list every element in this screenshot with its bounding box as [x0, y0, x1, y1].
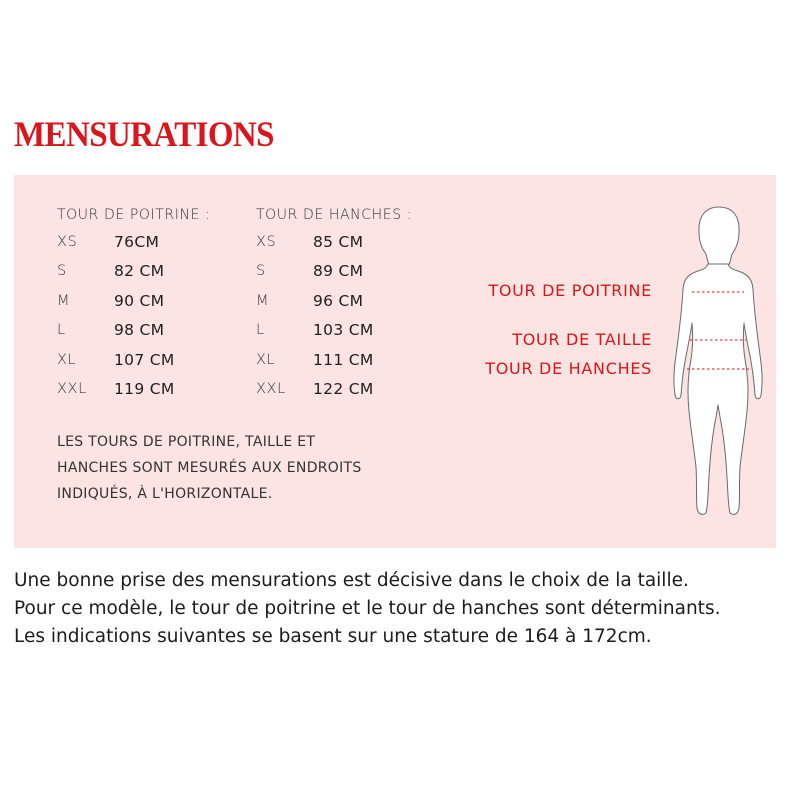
note-line: LES TOURS DE POITRINE, TAILLE ET: [57, 434, 316, 450]
hips-label: TOUR DE HANCHES: [485, 359, 652, 378]
info-line: Une bonne prise des mensurations est décisive dans le choix de la taille.: [14, 570, 689, 591]
measurement-value: 96 CM: [313, 291, 364, 310]
table-row: [57, 228, 210, 257]
size-label: XL: [57, 351, 77, 368]
size-label: S: [256, 263, 266, 280]
info-line: Les indications suivantes se basent sur une stature de 164 à 172cm.: [14, 626, 652, 647]
table-row: [256, 346, 412, 375]
table-row: [57, 346, 210, 375]
measurement-value: 90 CM: [114, 291, 165, 310]
table-row: [256, 287, 412, 316]
table-row: [57, 287, 210, 316]
size-label: M: [256, 292, 270, 309]
chest-size-table: [57, 202, 210, 404]
measurements-panel: [14, 175, 776, 548]
size-label: L: [57, 322, 66, 339]
measurement-value: 107 CM: [114, 350, 175, 369]
waist-label: TOUR DE TAILLE: [512, 330, 652, 349]
size-label: XS: [256, 234, 277, 250]
measurement-value: 85 CM: [313, 233, 364, 251]
table-row: [256, 228, 412, 257]
measurement-value: 98 CM: [114, 321, 165, 340]
measurement-value: 89 CM: [313, 262, 364, 281]
measurement-value: 119 CM: [114, 379, 175, 398]
size-guide-info: [14, 567, 720, 651]
size-label: XXL: [256, 380, 286, 397]
hips-table-header: TOUR DE HANCHES :: [256, 207, 413, 223]
measurement-value: 103 CM: [313, 321, 374, 340]
note-line: INDIQUÉS, À L'HORIZONTALE.: [57, 486, 273, 502]
measurement-value: 82 CM: [114, 262, 165, 281]
measurement-note: [57, 429, 362, 507]
note-line: HANCHES SONT MESURÉS AUX ENDROITS: [57, 460, 362, 476]
table-row: [256, 316, 412, 345]
table-row: [57, 375, 210, 404]
body-silhouette-icon: [662, 205, 772, 525]
info-line: Pour ce modèle, le tour de poitrine et le tour de hanches sont déterminants.: [14, 598, 721, 619]
size-label: M: [57, 292, 71, 309]
chest-table-header: TOUR DE POITRINE :: [57, 207, 211, 223]
page-title: MENSURATIONS: [14, 115, 274, 155]
size-label: XS: [57, 234, 78, 250]
hips-size-table: [256, 202, 412, 404]
table-row: [256, 257, 412, 286]
table-row: [256, 375, 412, 404]
size-label: XL: [256, 351, 276, 368]
chest-label: TOUR DE POITRINE: [488, 281, 652, 300]
table-row: [57, 257, 210, 286]
table-row: [57, 316, 210, 345]
size-label: XXL: [57, 380, 87, 397]
size-label: L: [256, 322, 265, 339]
measurement-value: 76CM: [114, 233, 160, 251]
measurement-value: 122 CM: [313, 379, 374, 398]
size-label: S: [57, 263, 67, 280]
measurement-value: 111 CM: [313, 350, 374, 369]
